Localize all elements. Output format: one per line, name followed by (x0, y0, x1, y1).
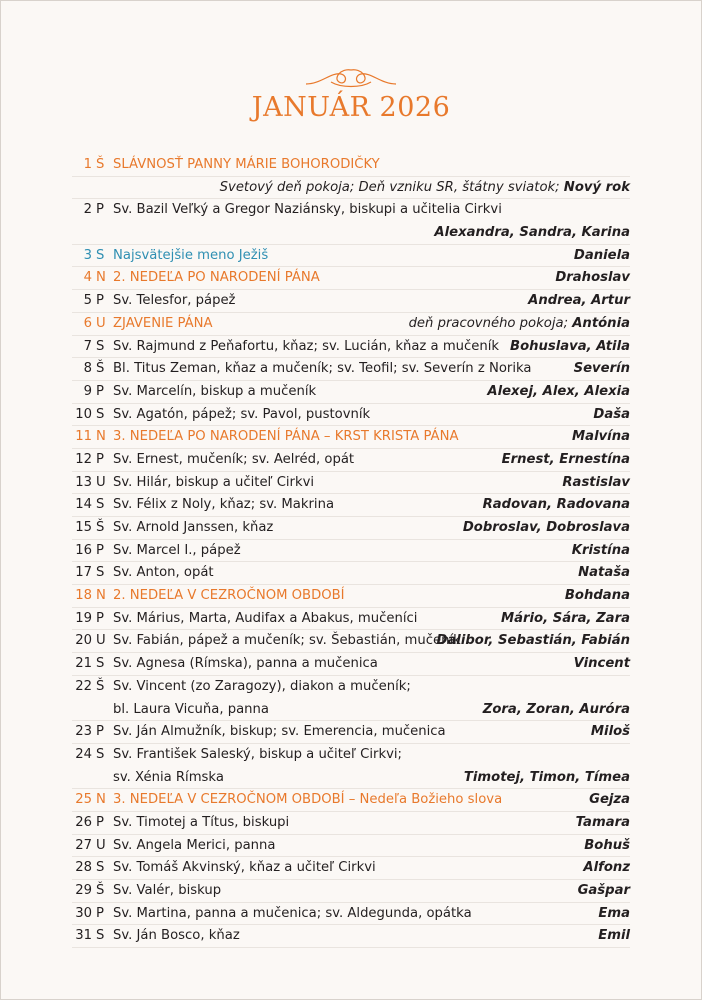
name-day (576, 812, 630, 834)
name-day (464, 767, 630, 789)
day-number: 1 (83, 157, 92, 172)
name-day-text: Daniela (573, 247, 630, 263)
name-day (510, 336, 630, 358)
feast-description: Sv. Angela Merici, panna (113, 837, 276, 853)
name-day (572, 540, 630, 562)
name-day (565, 585, 630, 607)
name-day (555, 267, 630, 289)
feast-description: SLÁVNOSŤ PANNY MÁRIE BOHORODIČKY (113, 157, 380, 172)
feast-description: Sv. Ján Almužník, biskup; sv. Emerencia, mučenica (113, 724, 446, 740)
name-day (578, 562, 630, 584)
name-day-text: Dalibor, Sebastián, Fabián (436, 633, 630, 649)
name-day-text: Bohuslava, Atila (510, 338, 630, 354)
name-day-text: Antónia (572, 315, 630, 331)
feast-description: bl. Laura Vicuňa, panna (113, 701, 269, 717)
calendar-row (72, 267, 630, 290)
calendar-row (72, 789, 630, 812)
calendar-row (72, 721, 630, 744)
name-day (220, 177, 630, 199)
feast-description: Sv. Valér, biskup (113, 883, 222, 898)
name-day-text: Mário, Sára, Zara (501, 610, 630, 626)
calendar-row (72, 517, 630, 540)
feast-description: Sv. Arnold Janssen, kňaz (113, 520, 274, 535)
calendar-row (72, 449, 630, 472)
feast-description: Sv. Félix z Noly, kňaz; sv. Makrina (113, 497, 335, 513)
name-day-text: Miloš (590, 724, 630, 740)
calendar-table (72, 154, 630, 948)
day-number: 9 (83, 383, 92, 399)
weekday-letter: S (96, 338, 105, 354)
day-number: 18 (75, 588, 92, 604)
day-number: 16 (75, 542, 92, 558)
weekday-letter: N (96, 270, 106, 286)
name-day (572, 426, 630, 448)
feast-description: Sv. Marcelín, biskup a mučeník (113, 383, 317, 399)
name-day (598, 903, 630, 925)
feast-description: Sv. Agatón, pápež; sv. Pavol, pustovník (113, 406, 371, 422)
calendar-row (72, 540, 630, 563)
feast-description: Bl. Titus Zeman, kňaz a mučeník; sv. Teofil; sv. Severín z Norika (113, 361, 532, 377)
day-number: 12 (75, 451, 92, 467)
name-day (598, 925, 630, 947)
feast-note: deň pracovného pokoja; (408, 315, 573, 331)
day-number: 11 (75, 429, 92, 445)
name-day (463, 517, 630, 539)
feast-description: Sv. Telesfor, pápež (113, 293, 236, 309)
weekday-letter: Š (96, 678, 105, 694)
calendar-row (72, 676, 630, 699)
calendar-row (72, 744, 630, 767)
calendar-row (72, 426, 630, 449)
weekday-letter: S (96, 406, 105, 422)
weekday-letter: S (96, 860, 105, 876)
feast-description: Sv. Marcel I., pápež (113, 542, 241, 558)
day-number: 30 (75, 905, 92, 921)
name-day-text: Emil (598, 928, 630, 944)
day-number: 22 (75, 678, 92, 694)
feast-description: 2. NEDEĽA PO NARODENÍ PÁNA (113, 270, 320, 286)
calendar-row (72, 630, 630, 653)
name-day-text: Rastislav (562, 474, 630, 490)
name-day (502, 449, 630, 471)
day-number: 14 (75, 497, 92, 513)
name-day-text: Alexandra, Sandra, Karina (434, 225, 630, 241)
feast-description: Sv. Hilár, biskup a učiteľ Cirkvi (113, 474, 315, 490)
calendar-row (72, 608, 630, 631)
name-day-text: Nataša (578, 565, 630, 581)
day-number: 24 (75, 746, 92, 762)
feast-description: Sv. Timotej a Títus, biskupi (113, 814, 290, 830)
weekday-letter: N (96, 588, 106, 604)
name-day (583, 857, 630, 879)
weekday-letter: N (96, 429, 106, 445)
day-number: 20 (75, 633, 92, 649)
calendar-row (72, 154, 630, 177)
calendar-row (72, 857, 630, 880)
calendar-row (72, 880, 630, 903)
weekday-letter: U (96, 474, 106, 490)
name-day-text: Gašpar (577, 883, 630, 898)
day-number: 4 (83, 270, 92, 286)
name-day-text: Vincent (573, 656, 630, 672)
name-day-text: Alexej, Alex, Alexia (487, 383, 630, 399)
day-number: 3 (83, 247, 92, 263)
name-day-text: Severín (573, 361, 630, 377)
calendar-row (72, 925, 630, 948)
feast-description: Sv. Bazil Veľký a Gregor Naziánsky, biskupi a učitelia Cirkvi (113, 202, 502, 218)
feast-description: 2. NEDEĽA V CEZROČNOM OBDOBÍ (113, 588, 345, 604)
feast-description: Sv. Fabián, pápež a mučeník; sv. Šebastián, mučeník (113, 633, 461, 649)
weekday-letter: Š (96, 157, 105, 172)
name-day (574, 653, 630, 675)
feast-description: sv. Xénia Rímska (113, 769, 224, 785)
calendar-row (72, 313, 630, 336)
weekday-letter: S (96, 746, 105, 762)
name-day (584, 835, 630, 857)
name-day (487, 381, 630, 403)
calendar-row (72, 653, 630, 676)
calendar-row (72, 336, 630, 359)
name-day (562, 472, 630, 494)
day-number: 15 (75, 520, 92, 535)
calendar-row (72, 699, 630, 722)
weekday-letter: S (96, 565, 105, 581)
feast-description: Sv. František Saleský, biskup a učiteľ Cirkvi; (113, 746, 402, 762)
day-number: 23 (75, 724, 92, 740)
calendar-row (72, 404, 630, 427)
name-day-text: Andrea, Artur (528, 293, 630, 309)
feast-description: Sv. Ján Bosco, kňaz (113, 928, 240, 944)
name-day-text: Dobroslav, Dobroslava (462, 520, 630, 535)
name-day (593, 404, 630, 426)
weekday-letter: P (96, 202, 104, 218)
feast-description: 3. NEDEĽA V CEZROČNOM OBDOBÍ – Nedeľa Božieho slova (113, 792, 503, 808)
weekday-letter: Š (96, 520, 105, 535)
feast-description: Sv. Agnesa (Rímska), panna a mučenica (113, 656, 378, 672)
name-day-text: Kristína (571, 542, 630, 558)
calendar-row (72, 381, 630, 404)
name-day (501, 608, 630, 630)
day-number: 27 (75, 837, 92, 853)
calendar-row (72, 472, 630, 495)
feast-description: ZJAVENIE PÁNA (113, 315, 213, 331)
calendar-row (72, 835, 630, 858)
name-day-text: Radovan, Radovana (482, 497, 630, 513)
day-number: 8 (83, 361, 92, 377)
weekday-letter: P (96, 293, 104, 309)
weekday-letter: P (96, 905, 104, 921)
day-number: 13 (75, 474, 92, 490)
day-number: 28 (75, 860, 92, 876)
day-number: 17 (75, 565, 92, 581)
name-day-text: Gejza (589, 792, 630, 808)
calendar-row (72, 562, 630, 585)
feast-description: Sv. Ernest, mučeník; sv. Aelréd, opát (113, 451, 355, 467)
calendar-row (72, 222, 630, 245)
feast-note: Svetový deň pokoja; Deň vzniku SR, štátny sviatok; (219, 179, 564, 195)
weekday-letter: U (96, 633, 106, 649)
weekday-letter: U (96, 837, 106, 853)
name-day (409, 313, 630, 335)
day-number: 25 (75, 792, 92, 808)
month-title: JANUÁR 2026 (251, 92, 451, 123)
calendar-row (72, 767, 630, 790)
weekday-letter: S (96, 656, 105, 672)
weekday-letter: P (96, 451, 104, 467)
weekday-letter: P (96, 542, 104, 558)
name-day (483, 494, 630, 516)
weekday-letter: P (96, 383, 104, 399)
name-day-text: Ema (598, 905, 630, 921)
weekday-letter: P (96, 724, 104, 740)
name-day (591, 721, 630, 743)
day-number: 21 (75, 656, 92, 672)
day-number: 5 (83, 293, 92, 309)
weekday-letter: P (96, 610, 104, 626)
day-number: 31 (75, 928, 92, 944)
weekday-letter: Š (96, 361, 105, 377)
feast-description: Sv. Anton, opát (113, 565, 214, 581)
ornament-flourish-icon (301, 64, 401, 92)
name-day-text: Malvína (572, 429, 630, 445)
name-day-text: Nový rok (563, 179, 630, 195)
calendar-row (72, 245, 630, 268)
weekday-letter: Š (96, 883, 105, 898)
day-number: 6 (83, 315, 92, 331)
weekday-letter: S (96, 928, 105, 944)
calendar-row (72, 585, 630, 608)
feast-description: Sv. Márius, Marta, Audifax a Abakus, mučeníci (113, 610, 418, 626)
feast-description: Sv. Vincent (zo Zaragozy), diakon a mučeník; (113, 678, 411, 694)
day-number: 7 (83, 338, 92, 354)
weekday-letter: S (96, 247, 105, 263)
name-day-text: Tamara (575, 814, 630, 830)
name-day (574, 358, 630, 380)
day-number: 10 (75, 406, 92, 422)
calendar-row (72, 290, 630, 313)
feast-description: Sv. Rajmund z Peňafortu, kňaz; sv. Lucián, kňaz a mučeník (113, 338, 500, 354)
day-number: 26 (75, 814, 92, 830)
name-day (434, 222, 630, 244)
weekday-letter: P (96, 814, 104, 830)
name-day-text: Bohdana (564, 588, 630, 604)
calendar-row (72, 903, 630, 926)
calendar-row (72, 199, 630, 222)
feast-description: Najsvätejšie meno Ježiš (113, 247, 269, 263)
name-day-text: Alfonz (583, 860, 630, 876)
name-day (589, 789, 630, 811)
name-day-text: Timotej, Timon, Tímea (463, 769, 630, 785)
name-day-text: Daša (593, 406, 630, 422)
calendar-row (72, 358, 630, 381)
name-day-text: Bohuš (584, 837, 630, 853)
day-number: 2 (83, 202, 92, 218)
name-day-text: Ernest, Ernestína (501, 451, 630, 467)
name-day (483, 699, 630, 721)
weekday-letter: N (96, 792, 106, 808)
name-day (528, 290, 630, 312)
feast-description: Sv. Martina, panna a mučenica; sv. Aldegunda, opátka (113, 905, 472, 921)
calendar-row (72, 177, 630, 200)
name-day (436, 630, 630, 652)
feast-description: Sv. Tomáš Akvinský, kňaz a učiteľ Cirkvi (113, 860, 376, 876)
weekday-letter: S (96, 497, 105, 513)
name-day-text: Drahoslav (555, 270, 630, 286)
name-day-text: Zora, Zoran, Auróra (482, 701, 630, 717)
name-day (578, 880, 630, 902)
name-day (574, 245, 630, 267)
day-number: 19 (75, 610, 92, 626)
calendar-row (72, 812, 630, 835)
day-number: 29 (75, 883, 92, 898)
calendar-row (72, 494, 630, 517)
weekday-letter: U (96, 315, 106, 331)
feast-description: 3. NEDEĽA PO NARODENÍ PÁNA – KRST KRISTA PÁNA (113, 429, 459, 445)
